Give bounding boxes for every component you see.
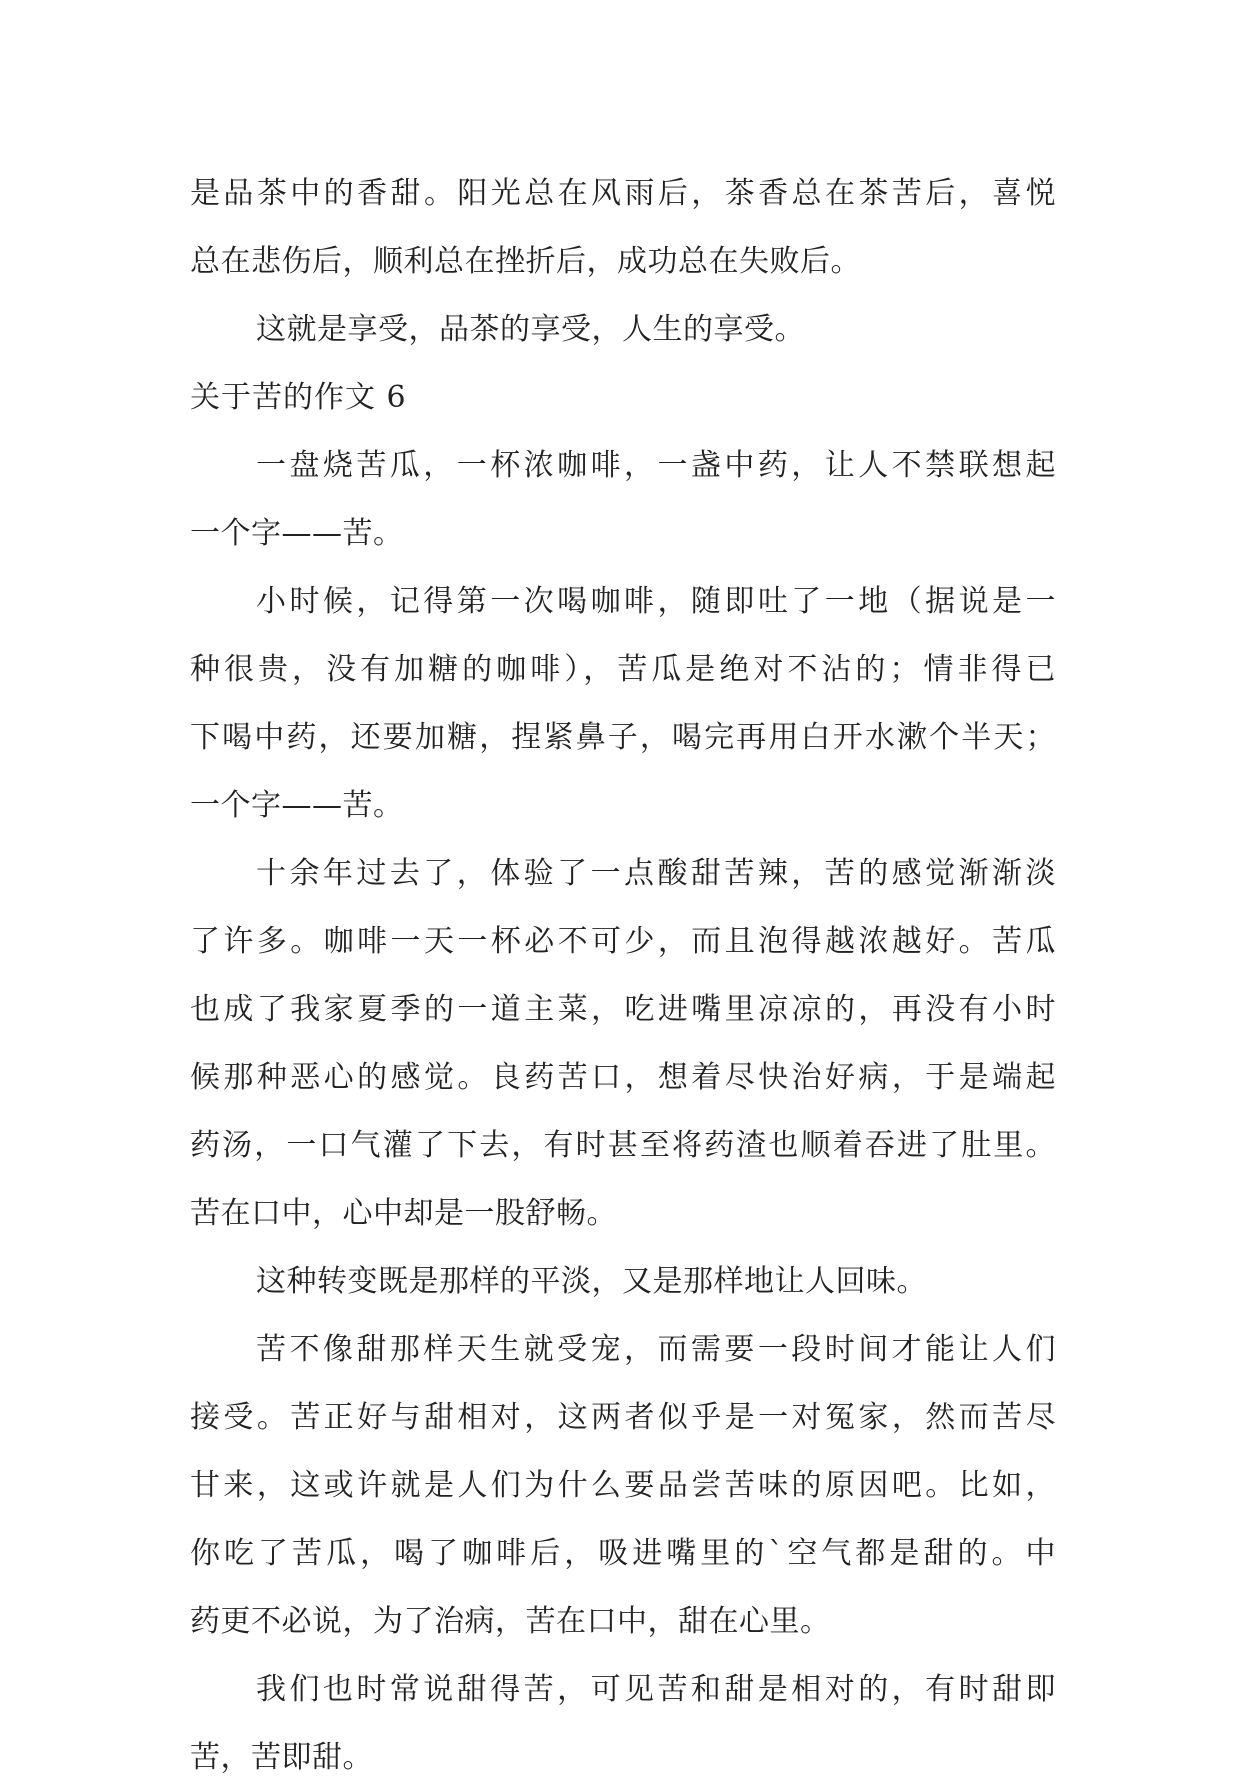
text-line: 一个字——苦。 (190, 516, 404, 551)
text-line: 苦，苦即甜。 (190, 1740, 373, 1775)
text-line: 小时候，记得第一次喝咖啡，随即吐了一地（据说是一 (256, 584, 1056, 619)
text-line: 这种转变既是那样的平淡，又是那样地让人回味。 (256, 1264, 927, 1299)
text-line: 接受。苦正好与甜相对，这两者似乎是一对冤家，然而苦尽 (190, 1400, 1056, 1435)
text-line: 下喝中药，还要加糖，捏紧鼻子，喝完再用白开水漱个半天； (190, 720, 1056, 755)
text-line: 你吃了苦瓜，喝了咖啡后，吸进嘴里的`空气都是甜的。中 (190, 1536, 1056, 1571)
text-line: 也成了我家夏季的一道主菜，吃进嘴里凉凉的，再没有小时 (190, 992, 1056, 1027)
text-line: 甘来，这或许就是人们为什么要品尝苦味的原因吧。比如， (190, 1468, 1056, 1503)
text-line: 一盘烧苦瓜，一杯浓咖啡，一盏中药，让人不禁联想起 (256, 448, 1056, 483)
text-line: 药汤，一口气灌了下去，有时甚至将药渣也顺着吞进了肚里。 (190, 1128, 1056, 1163)
text-line: 是品茶中的香甜。阳光总在风雨后，茶香总在茶苦后，喜悦 (190, 176, 1056, 211)
text-line: 总在悲伤后，顺利总在挫折后，成功总在失败后。 (190, 244, 861, 279)
text-line: 种很贵，没有加糖的咖啡），苦瓜是绝对不沾的；情非得已 (190, 652, 1056, 687)
text-line: 十余年过去了，体验了一点酸甜苦辣，苦的感觉渐渐淡 (256, 856, 1056, 891)
text-line: 苦不像甜那样天生就受宠，而需要一段时间才能让人们 (256, 1332, 1056, 1367)
text-line: 候那种恶心的感觉。良药苦口，想着尽快治好病，于是端起 (190, 1060, 1056, 1095)
text-line: 药更不必说，为了治病，苦在口中，甜在心里。 (190, 1604, 831, 1639)
text-line: 一个字——苦。 (190, 788, 404, 823)
text-line: 了许多。咖啡一天一杯必不可少，而且泡得越浓越好。苦瓜 (190, 924, 1056, 959)
essay-body (190, 160, 1056, 1792)
essay-heading: 关于苦的作文 6 (190, 380, 407, 415)
text-line: 苦在口中，心中却是一股舒畅。 (190, 1196, 617, 1231)
text-line: 这就是享受，品茶的享受，人生的享受。 (256, 312, 805, 347)
text-line: 我们也时常说甜得苦，可见苦和甜是相对的，有时甜即 (256, 1672, 1056, 1707)
